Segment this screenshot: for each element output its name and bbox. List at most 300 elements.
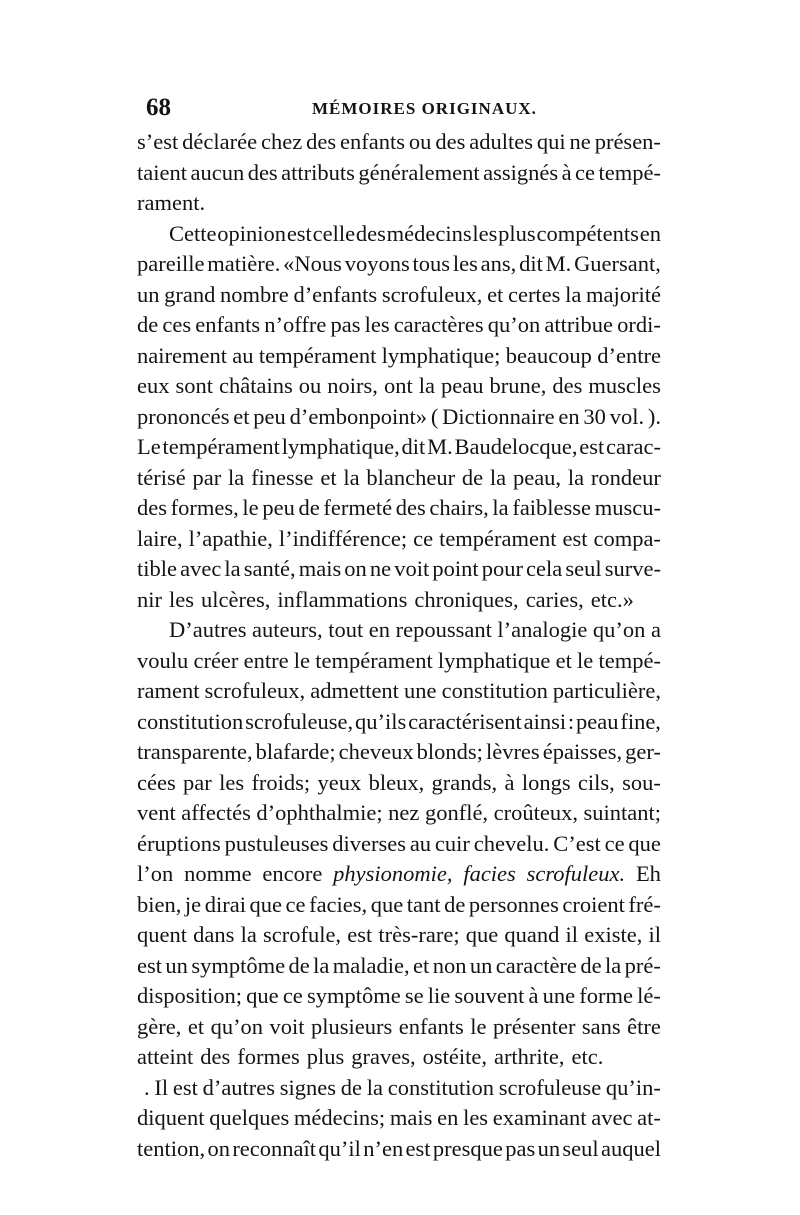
word: que: [246, 983, 279, 1008]
text-line: [137, 737, 661, 768]
word: tempé-: [598, 159, 661, 185]
text-line: [137, 646, 661, 677]
word: cils,: [577, 769, 615, 795]
word: voit: [269, 1013, 305, 1039]
word: la: [228, 464, 245, 490]
word: pas: [330, 312, 361, 337]
word: que: [249, 891, 282, 917]
word: surve-: [604, 556, 661, 581]
word: dans: [193, 922, 235, 947]
word: créer: [193, 647, 239, 673]
word: reconnaît: [232, 1135, 317, 1161]
word: facies: [463, 861, 516, 886]
word: les: [472, 220, 498, 246]
text-line: [137, 798, 661, 829]
word: en: [639, 220, 661, 246]
word: Il: [154, 1074, 169, 1100]
text-line: [137, 432, 661, 463]
text-line: [137, 280, 661, 311]
body-text: [137, 127, 661, 1164]
word: muscles: [588, 373, 661, 398]
word: rament: [137, 678, 200, 703]
word: des: [552, 373, 583, 398]
word: symptôme: [306, 983, 401, 1008]
word: blancheur: [366, 464, 456, 490]
word: voulu: [137, 647, 189, 673]
word: médecins;: [293, 1105, 386, 1130]
word: «Nous: [283, 251, 342, 276]
word: enfants: [398, 1013, 464, 1039]
word: disposition;: [137, 983, 243, 1008]
word: Dictionnaire: [442, 403, 555, 429]
word: à: [528, 983, 539, 1008]
word: que: [628, 830, 661, 856]
word: vent: [137, 800, 176, 825]
word: peu: [262, 495, 295, 520]
word: ont: [383, 373, 413, 398]
word: tempérament: [315, 647, 433, 673]
word: le: [293, 647, 311, 673]
text-line: [137, 463, 661, 494]
word: et: [555, 647, 572, 673]
word: enfants: [195, 312, 261, 337]
word: de: [340, 1074, 363, 1100]
word: peau,: [512, 464, 562, 490]
word: qu’il: [318, 1135, 361, 1161]
word: aucun: [190, 159, 245, 185]
word: peu: [253, 403, 286, 429]
text-line: [137, 1134, 661, 1165]
word: une: [404, 678, 437, 703]
word: et: [487, 281, 504, 307]
word: et: [413, 952, 430, 978]
word: auteurs,: [252, 617, 323, 642]
word: châtains: [219, 373, 293, 398]
word: un: [137, 281, 160, 307]
word: peau: [576, 708, 619, 734]
word: formes: [237, 1044, 300, 1069]
word: dirai: [204, 891, 246, 917]
word: la: [492, 495, 509, 520]
word: éruptions: [137, 830, 221, 856]
word: la: [567, 464, 585, 490]
word: la: [224, 556, 241, 581]
word: tant: [406, 891, 441, 917]
word: facies,: [309, 891, 368, 917]
word: s’est: [137, 129, 179, 154]
word: caractères: [393, 312, 484, 337]
word: compétents: [536, 220, 639, 246]
word: il: [565, 922, 579, 947]
text-line: [137, 402, 661, 433]
word: qu’in-: [605, 1074, 661, 1100]
word: inflammations: [277, 586, 408, 612]
word: grand: [164, 281, 216, 307]
word: symptôme: [191, 952, 286, 978]
word: mais: [298, 556, 342, 581]
word: le: [470, 1013, 487, 1039]
word: les: [219, 769, 245, 795]
word: la: [565, 281, 582, 307]
word: est: [405, 1135, 431, 1161]
word: transparente,: [137, 739, 253, 764]
word: médecins: [386, 220, 472, 246]
word: Le: [137, 434, 161, 459]
word: généralement: [358, 159, 480, 185]
word: tempérament: [258, 342, 377, 368]
word: les: [452, 251, 478, 276]
word: lie: [427, 983, 451, 1008]
word: auquel: [601, 1135, 661, 1161]
word: de: [444, 891, 466, 917]
text-line: [137, 920, 661, 951]
word: chez: [261, 129, 303, 154]
word: forme: [579, 983, 634, 1008]
text-line: [137, 615, 661, 646]
word: certes: [507, 281, 561, 307]
word: plus: [498, 220, 536, 246]
word: ce: [285, 891, 306, 917]
word: chairs,: [429, 495, 489, 520]
word: lèvres: [485, 739, 540, 764]
word: ce: [282, 983, 303, 1008]
word: de: [288, 952, 310, 978]
word: tempé-: [598, 647, 661, 673]
word: tible: [137, 556, 177, 581]
word: Eh: [635, 861, 661, 886]
word: la: [313, 952, 330, 978]
word: finesse: [251, 464, 314, 490]
word: qui: [536, 129, 566, 154]
word: chevelu.: [473, 830, 550, 856]
word: etc.»: [590, 586, 634, 612]
word: bien,: [137, 891, 182, 917]
running-head: [135, 92, 657, 124]
word: opinion: [217, 220, 287, 246]
word: des: [355, 220, 386, 246]
word: épaisses,: [542, 739, 623, 764]
word: de: [298, 495, 320, 520]
word: scrofuleuse,: [245, 708, 354, 734]
word: at-: [637, 1105, 661, 1130]
word: il: [648, 922, 661, 947]
word: dit: [519, 251, 543, 276]
text-line: [137, 341, 661, 372]
word: vol.: [609, 403, 645, 429]
text-line: [137, 707, 661, 738]
word: admettent: [310, 678, 399, 703]
word: les: [169, 586, 194, 612]
text-line: [137, 493, 661, 524]
word: voyons: [344, 251, 410, 276]
word: est: [347, 922, 373, 947]
text-line: [137, 890, 661, 921]
word: chroniques,: [414, 586, 519, 612]
word: formes,: [170, 495, 239, 520]
word: qu’on: [592, 617, 646, 642]
word: assignés: [483, 159, 559, 185]
word: des: [200, 1044, 231, 1069]
word: est: [579, 434, 605, 459]
word: une: [542, 983, 576, 1008]
word: des: [395, 495, 426, 520]
word: faiblesse: [512, 495, 592, 520]
word: scrofuleux.: [526, 861, 626, 886]
word: qu’on: [487, 312, 541, 337]
word: graves,: [351, 1044, 416, 1069]
word: etc.: [571, 1044, 604, 1069]
word: la: [366, 1074, 383, 1100]
word: examinant: [492, 1105, 587, 1130]
word: qu’ils: [355, 708, 407, 734]
word: rondeur: [590, 464, 661, 490]
word: la: [240, 922, 257, 947]
word: tempérament: [162, 434, 280, 459]
word: avec: [591, 1105, 633, 1130]
word: caractère: [495, 952, 577, 978]
word: que: [465, 922, 499, 947]
word: l’apathie,: [188, 525, 273, 551]
word: tention,: [137, 1135, 206, 1161]
word: ou: [408, 129, 432, 154]
word: de: [137, 312, 159, 337]
word: la: [418, 373, 435, 398]
word: quent: [137, 922, 187, 947]
word: cheveux: [338, 739, 414, 764]
word: ainsi: [523, 708, 567, 734]
word: constitution: [441, 678, 548, 703]
word: blonds;: [416, 739, 483, 764]
text-line: [137, 1073, 661, 1104]
word: seul: [562, 1135, 599, 1161]
word: être: [627, 1013, 661, 1039]
word: brune,: [489, 373, 547, 398]
word: noirs,: [327, 373, 378, 398]
word: encore: [262, 861, 323, 886]
word: scrofule,: [262, 922, 342, 947]
word: cées: [137, 769, 176, 795]
word: nez: [388, 800, 420, 825]
text-line: [137, 676, 661, 707]
word: ostéite,: [422, 1044, 487, 1069]
word: prononcés: [137, 403, 230, 429]
word: D’autres: [169, 617, 247, 642]
word: la: [604, 952, 622, 978]
word: ce: [413, 525, 434, 551]
text-line: [137, 585, 661, 616]
text-line: [137, 981, 661, 1012]
word: M.: [545, 251, 572, 276]
word: lymphatique;: [381, 342, 501, 368]
page-number: 68: [146, 94, 171, 121]
word: entre: [243, 647, 289, 673]
text-line: [137, 310, 661, 341]
word: compa-: [593, 525, 661, 551]
word: un: [469, 952, 493, 978]
word: constitution: [137, 708, 244, 734]
word: bleux,: [368, 769, 425, 795]
word: en: [368, 617, 391, 642]
word: souvent: [454, 983, 525, 1008]
word: Cette: [169, 220, 217, 246]
word: au: [232, 342, 254, 368]
word: ans,: [480, 251, 517, 276]
word: caractérisent: [408, 708, 522, 734]
word: mais: [389, 1105, 433, 1130]
word: majorité: [586, 281, 661, 307]
word: rament.: [137, 190, 206, 215]
word: les: [463, 1105, 489, 1130]
word: affectés: [181, 800, 251, 825]
word: existe,: [584, 922, 643, 947]
word: par: [183, 769, 212, 795]
text-line: [137, 829, 661, 860]
word: lymphatique: [437, 647, 551, 673]
word: tous: [412, 251, 451, 276]
text-line: [137, 1103, 661, 1134]
word: atteint: [137, 1044, 194, 1069]
word: pareille: [137, 251, 205, 276]
word: presque: [432, 1135, 503, 1161]
word: on: [344, 556, 367, 581]
text-line: [137, 371, 661, 402]
word: nomme: [184, 861, 252, 886]
text-line: [137, 219, 661, 250]
word: seul: [565, 556, 602, 581]
word: le: [242, 495, 259, 520]
word: a: [650, 617, 661, 642]
word: ordi-: [617, 312, 661, 337]
word: plusieurs: [311, 1013, 393, 1039]
running-head-title: MÉMOIRES ORIGINAUX.: [312, 99, 537, 118]
text-line: [137, 1012, 661, 1043]
word: et: [320, 464, 337, 490]
word: attributs: [281, 159, 355, 185]
word: croûteux,: [493, 800, 578, 825]
word: la: [343, 464, 360, 490]
word: je: [184, 891, 202, 917]
word: taient: [137, 159, 187, 185]
word: C’est: [553, 830, 601, 856]
word: ger-: [625, 739, 661, 764]
word: adultes: [469, 129, 533, 154]
word: se: [404, 983, 424, 1008]
word: froids;: [251, 769, 311, 795]
word: un: [165, 952, 188, 978]
word: ).: [647, 403, 661, 429]
word: pas: [505, 1135, 536, 1161]
word: point: [432, 556, 479, 581]
word: pré-: [624, 952, 661, 978]
word: très-rare;: [378, 922, 460, 947]
word: pustuleuses: [224, 830, 329, 856]
word: yeux: [317, 769, 362, 795]
word: d’ophthalmie;: [256, 800, 383, 825]
word: personnes: [468, 891, 559, 917]
word: présen-: [594, 129, 661, 154]
word: est: [286, 220, 312, 246]
word: quand: [504, 922, 560, 947]
word: ne: [369, 556, 392, 581]
word: cuir: [434, 830, 470, 856]
word: tout: [328, 617, 364, 642]
word: lymphatique,: [281, 434, 400, 459]
word: .: [144, 1074, 150, 1100]
word: particulière,: [552, 678, 661, 703]
text-line: [137, 768, 661, 799]
word: et: [233, 403, 250, 429]
word: en: [437, 1105, 459, 1130]
word: arthrite,: [493, 1044, 565, 1069]
word: de: [461, 464, 484, 490]
word: n’offre: [264, 312, 327, 337]
word: celle: [312, 220, 356, 246]
word: n’en: [363, 1135, 404, 1161]
word: eux: [137, 373, 170, 398]
word: on: [207, 1135, 230, 1161]
word: enfants: [340, 129, 406, 154]
word: tempérament: [439, 525, 557, 551]
word: maladie,: [332, 952, 410, 978]
word: Guersant,: [574, 251, 661, 276]
word: qu’on: [210, 1013, 264, 1039]
word: cela: [526, 556, 563, 581]
text-line: [137, 249, 661, 280]
word: à: [504, 769, 515, 795]
word: à: [561, 159, 572, 185]
word: de: [580, 952, 602, 978]
word: d’embonpoint»: [289, 403, 428, 429]
word: plus: [306, 1044, 345, 1069]
text-line: [137, 158, 661, 189]
word: térisé: [137, 464, 186, 490]
word: des: [137, 495, 167, 520]
word: la: [489, 464, 507, 490]
word: par: [192, 464, 222, 490]
word: peau: [440, 373, 484, 398]
text-line: [137, 859, 661, 890]
word: nir: [137, 586, 162, 612]
word: ce: [604, 830, 625, 856]
word: physionomie,: [333, 861, 453, 886]
word: beaucoup: [505, 342, 592, 368]
word: constitution: [387, 1074, 494, 1100]
word: les: [364, 312, 390, 337]
word: ulcères,: [201, 586, 271, 612]
word: diverses: [332, 830, 406, 856]
word: que: [370, 891, 404, 917]
word: :: [567, 708, 575, 734]
word: dit: [401, 434, 426, 459]
word: est: [562, 525, 588, 551]
word: nairement: [137, 342, 227, 368]
word: le: [577, 647, 594, 673]
word: l’on: [137, 861, 174, 886]
word: carac-: [606, 434, 661, 459]
word: matière.: [207, 251, 281, 276]
word: sans: [581, 1013, 621, 1039]
word: au: [409, 830, 432, 856]
word: avec: [180, 556, 222, 581]
text-line: [137, 554, 661, 585]
word: M.: [427, 434, 453, 459]
word: diquent: [137, 1105, 205, 1130]
word: d’autres: [202, 1074, 276, 1100]
word: des: [306, 129, 337, 154]
word: déclarée: [182, 129, 258, 154]
word: fine,: [620, 708, 661, 734]
word: en: [558, 403, 580, 429]
